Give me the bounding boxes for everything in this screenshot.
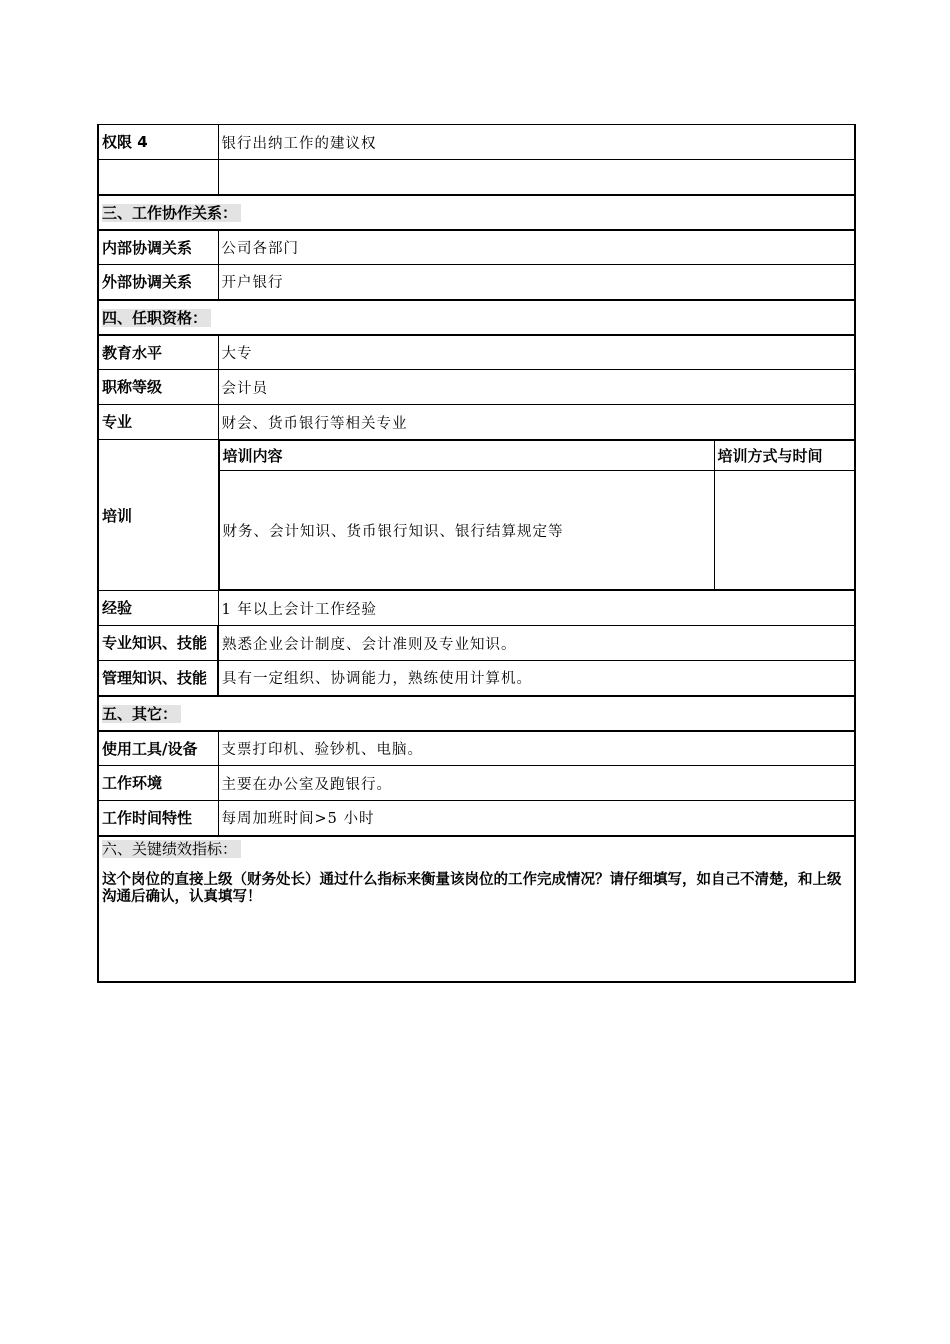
environment-row	[98, 766, 855, 801]
section-kpi-title: 六、关键绩效指标：	[102, 840, 241, 858]
empty-value-cell	[218, 160, 855, 195]
internal-coordination-value: 公司各部门	[218, 230, 855, 265]
management-skills-row	[98, 661, 855, 696]
hours-row	[98, 801, 855, 836]
management-skills-value: 具有一定组织、协调能力，熟练使用计算机。	[218, 661, 855, 696]
training-content-value: 财务、会计知识、货币银行知识、银行结算规定等	[219, 471, 714, 590]
external-coordination-row	[98, 265, 855, 300]
title-label: 职称等级	[98, 370, 218, 405]
training-method-value	[714, 471, 854, 590]
training-label: 培训	[98, 440, 218, 591]
section-cooperation	[98, 195, 855, 230]
experience-label: 经验	[98, 591, 218, 626]
environment-label: 工作环境	[98, 766, 218, 801]
tools-row	[98, 731, 855, 766]
training-content-header: 培训内容	[219, 441, 714, 471]
empty-label-cell	[98, 160, 218, 195]
section-qualification	[98, 300, 855, 335]
permission-value: 银行出纳工作的建议权	[218, 125, 855, 160]
major-label: 专业	[98, 405, 218, 440]
job-description-table	[97, 124, 856, 983]
job-description-form	[97, 124, 854, 983]
title-value: 会计员	[218, 370, 855, 405]
tools-value: 支票打印机、验钞机、电脑。	[218, 731, 855, 766]
professional-skills-label: 专业知识、技能	[98, 626, 218, 661]
training-subtable	[219, 440, 855, 590]
kpi-row	[98, 836, 855, 982]
internal-coordination-row	[98, 230, 855, 265]
training-method-header: 培训方式与时间	[714, 441, 854, 471]
major-row	[98, 405, 855, 440]
experience-row	[98, 591, 855, 626]
permission-row	[98, 125, 855, 160]
education-row	[98, 335, 855, 370]
internal-coordination-label: 内部协调关系	[98, 230, 218, 265]
section-other	[98, 696, 855, 731]
external-coordination-label: 外部协调关系	[98, 265, 218, 300]
title-row	[98, 370, 855, 405]
tools-label: 使用工具/设备	[98, 731, 218, 766]
section-other-title: 五、其它：	[102, 705, 181, 723]
professional-skills-row	[98, 626, 855, 661]
hours-label: 工作时间特性	[98, 801, 218, 836]
training-row	[98, 440, 855, 591]
empty-row	[98, 160, 855, 195]
management-skills-label: 管理知识、技能	[98, 661, 218, 696]
kpi-instruction: 这个岗位的直接上级（财务处长）通过什么指标来衡量该岗位的工作完成情况？请仔细填写，如自己不清楚，和上级沟通后确认，认真填写！	[102, 871, 842, 905]
permission-label: 权限 4	[98, 125, 218, 160]
education-value: 大专	[218, 335, 855, 370]
environment-value: 主要在办公室及跑银行。	[218, 766, 855, 801]
experience-value: 1 年以上会计工作经验	[218, 591, 855, 626]
external-coordination-value: 开户银行	[218, 265, 855, 300]
professional-skills-value: 熟悉企业会计制度、会计准则及专业知识。	[218, 626, 855, 661]
major-value: 财会、货币银行等相关专业	[218, 405, 855, 440]
section-cooperation-title: 三、工作协作关系：	[102, 204, 241, 222]
education-label: 教育水平	[98, 335, 218, 370]
section-qualification-title: 四、任职资格：	[102, 309, 211, 327]
hours-value: 每周加班时间>5 小时	[218, 801, 855, 836]
